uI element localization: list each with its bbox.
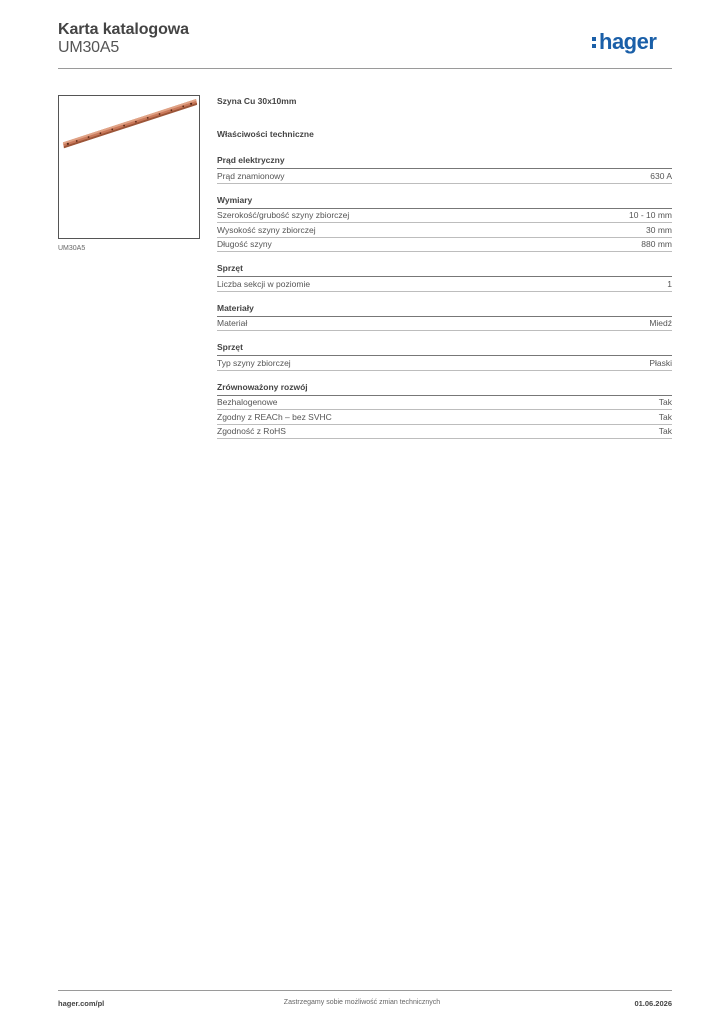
spec-row [217, 317, 672, 332]
spec-value: Miedź [649, 318, 672, 329]
spec-row [217, 425, 672, 440]
busbar-hole [88, 136, 90, 138]
busbar-hole [190, 103, 192, 105]
busbar-highlight [63, 99, 196, 144]
spec-row [217, 223, 672, 238]
spec-row [217, 277, 672, 292]
spec-row [217, 238, 672, 253]
website-link[interactable]: hager.com/pl [58, 999, 105, 1008]
spec-value: Tak [658, 397, 672, 408]
product-name: Szyna Cu 30x10mm [217, 96, 297, 106]
document-date: 01.06.2026 [634, 999, 672, 1008]
busbar-hole [76, 140, 78, 142]
busbar-hole [182, 105, 184, 107]
spec-label: Prąd znamionowy [217, 170, 285, 181]
spec-label: Bezhalogenowe [217, 397, 278, 408]
spec-row [217, 356, 672, 371]
spec-group-dimensions [217, 195, 672, 253]
spec-label: Typ szyny zbiorczej [217, 357, 291, 368]
hager-logo [590, 27, 672, 57]
product-reference: UM30A5 [58, 39, 120, 56]
group-title: Sprzęt [217, 342, 672, 356]
section-title: Właściwości techniczne [217, 129, 314, 139]
footer-divider [58, 990, 672, 991]
spec-value: 1 [667, 278, 672, 289]
busbar-hole [123, 125, 125, 127]
spec-row [217, 209, 672, 224]
spec-value: Tak [658, 411, 672, 422]
spec-label: Liczba sekcji w poziomie [217, 278, 311, 289]
spec-label: Zgodność z RoHS [217, 426, 286, 437]
group-title: Wymiary [217, 195, 672, 209]
copper-busbar-illustration [59, 96, 199, 238]
product-image [58, 95, 200, 239]
spec-row [217, 410, 672, 425]
spec-group-sustainability [217, 382, 672, 440]
spec-row [217, 396, 672, 411]
busbar-hole [159, 113, 161, 115]
spec-value: 10 - 10 mm [629, 210, 672, 221]
page-title: Karta katalogowa [58, 21, 189, 38]
spec-value: Tak [658, 426, 672, 437]
spec-value: 630 A [650, 170, 672, 181]
group-title: Zrównoważony rozwój [217, 382, 672, 396]
logo-dot-top [592, 37, 596, 41]
busbar-hole [67, 143, 69, 145]
busbar-hole [171, 109, 173, 111]
spec-label: Materiał [217, 318, 248, 329]
spec-label: Szerokość/grubość szyny zbiorczej [217, 210, 350, 221]
spec-label: Wysokość szyny zbiorczej [217, 224, 316, 235]
spec-value: Płaski [649, 357, 672, 368]
busbar-shadow [64, 103, 197, 148]
spec-value: 30 mm [646, 224, 672, 235]
spec-row [217, 169, 672, 184]
group-title: Materiały [217, 303, 672, 317]
busbar-hole [135, 121, 137, 123]
spec-group-equipment [217, 263, 672, 292]
spec-value: 880 mm [641, 239, 672, 250]
footer-notice: Zastrzegamy sobie możliwość zmian technicznych [283, 999, 441, 1006]
busbar-hole [100, 132, 102, 134]
group-title: Prąd elektryczny [217, 155, 672, 169]
busbar-hole [147, 117, 149, 119]
spec-group-equipment-type [217, 342, 672, 371]
spec-label: Zgodny z REACh – bez SVHC [217, 411, 332, 422]
busbar-hole [111, 129, 113, 131]
header-divider [58, 68, 672, 69]
spec-group-electrical [217, 155, 672, 184]
image-caption: UM30A5 [58, 245, 86, 252]
logo-wordmark: hager [599, 29, 657, 54]
spec-label: Długość szyny [217, 239, 272, 250]
logo-dot-bottom [592, 44, 596, 48]
group-title: Sprzęt [217, 263, 672, 277]
spec-content [217, 96, 672, 450]
spec-group-materials [217, 303, 672, 332]
